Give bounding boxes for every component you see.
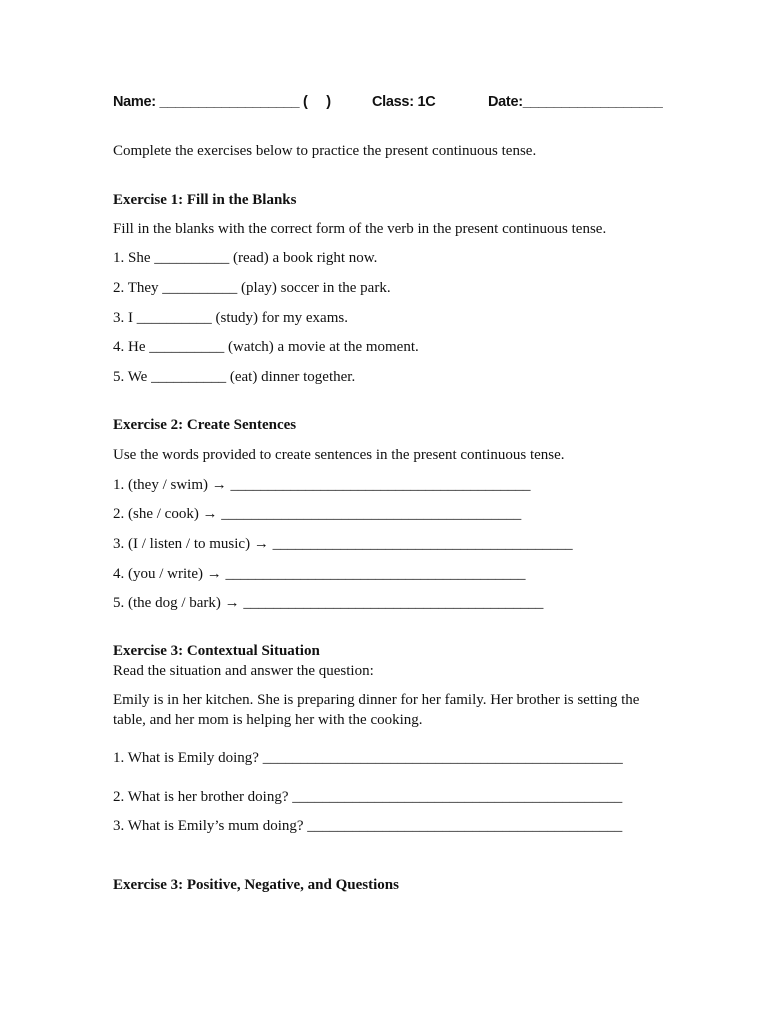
exercise-1-item: 5. We __________ (eat) dinner together. xyxy=(113,369,356,385)
exercise-2-title: Exercise 2: Create Sentences xyxy=(113,417,297,433)
question-item: 2. What is her brother doing? ____________________________________________ xyxy=(113,789,623,805)
exercise-2-item: 2. (she / cook) → ________________________________________ xyxy=(113,506,522,522)
exercise-1-item: 1. She __________ (read) a book right now. xyxy=(113,250,378,266)
exercise-1-item: 4. He __________ (watch) a movie at the moment. xyxy=(113,339,419,355)
question-item: 3. What is Emily’s mum doing? __________________________________________ xyxy=(113,818,623,834)
exercise-2-instruction: Use the words provided to create sentences in the present continuous tense. xyxy=(113,447,565,463)
exercise-2-item: 3. (I / listen / to music) → ________________________________________ xyxy=(113,536,573,552)
intro-text: Complete the exercises below to practice the present continuous tense. xyxy=(113,143,537,159)
situation-paragraph: Emily is in her kitchen. She is preparing dinner for her family. Her brother is setting the table, and her mom is helping her with the cooking. xyxy=(113,692,640,728)
exercise-1-item: 3. I __________ (study) for my exams. xyxy=(113,310,348,326)
question-item: 1. What is Emily doing? ________________________________________________ xyxy=(113,750,623,766)
exercise-2-item: 4. (you / write) → ________________________________________ xyxy=(113,566,526,582)
exercise-4-title: Exercise 3: Positive, Negative, and Questions xyxy=(113,877,399,893)
exercise-1-item: 2. They __________ (play) soccer in the park. xyxy=(113,280,391,296)
exercise-2-item: 5. (the dog / bark) → ________________________________________ xyxy=(113,595,544,611)
date-field: Date:__________________ xyxy=(488,94,663,110)
exercise-3-title: Exercise 3: Contextual Situation xyxy=(113,643,320,659)
name-field: Name: __________________ ( ) xyxy=(113,94,331,110)
exercise-1-instruction: Fill in the blanks with the correct form of the verb in the present continuous tense. xyxy=(113,221,607,237)
exercise-2-item: 1. (they / swim) → ________________________________________ xyxy=(113,477,531,493)
exercise-1-title: Exercise 1: Fill in the Blanks xyxy=(113,192,297,208)
class-label: Class: 1C xyxy=(372,94,436,110)
exercise-3-instruction: Read the situation and answer the question: xyxy=(113,663,374,679)
